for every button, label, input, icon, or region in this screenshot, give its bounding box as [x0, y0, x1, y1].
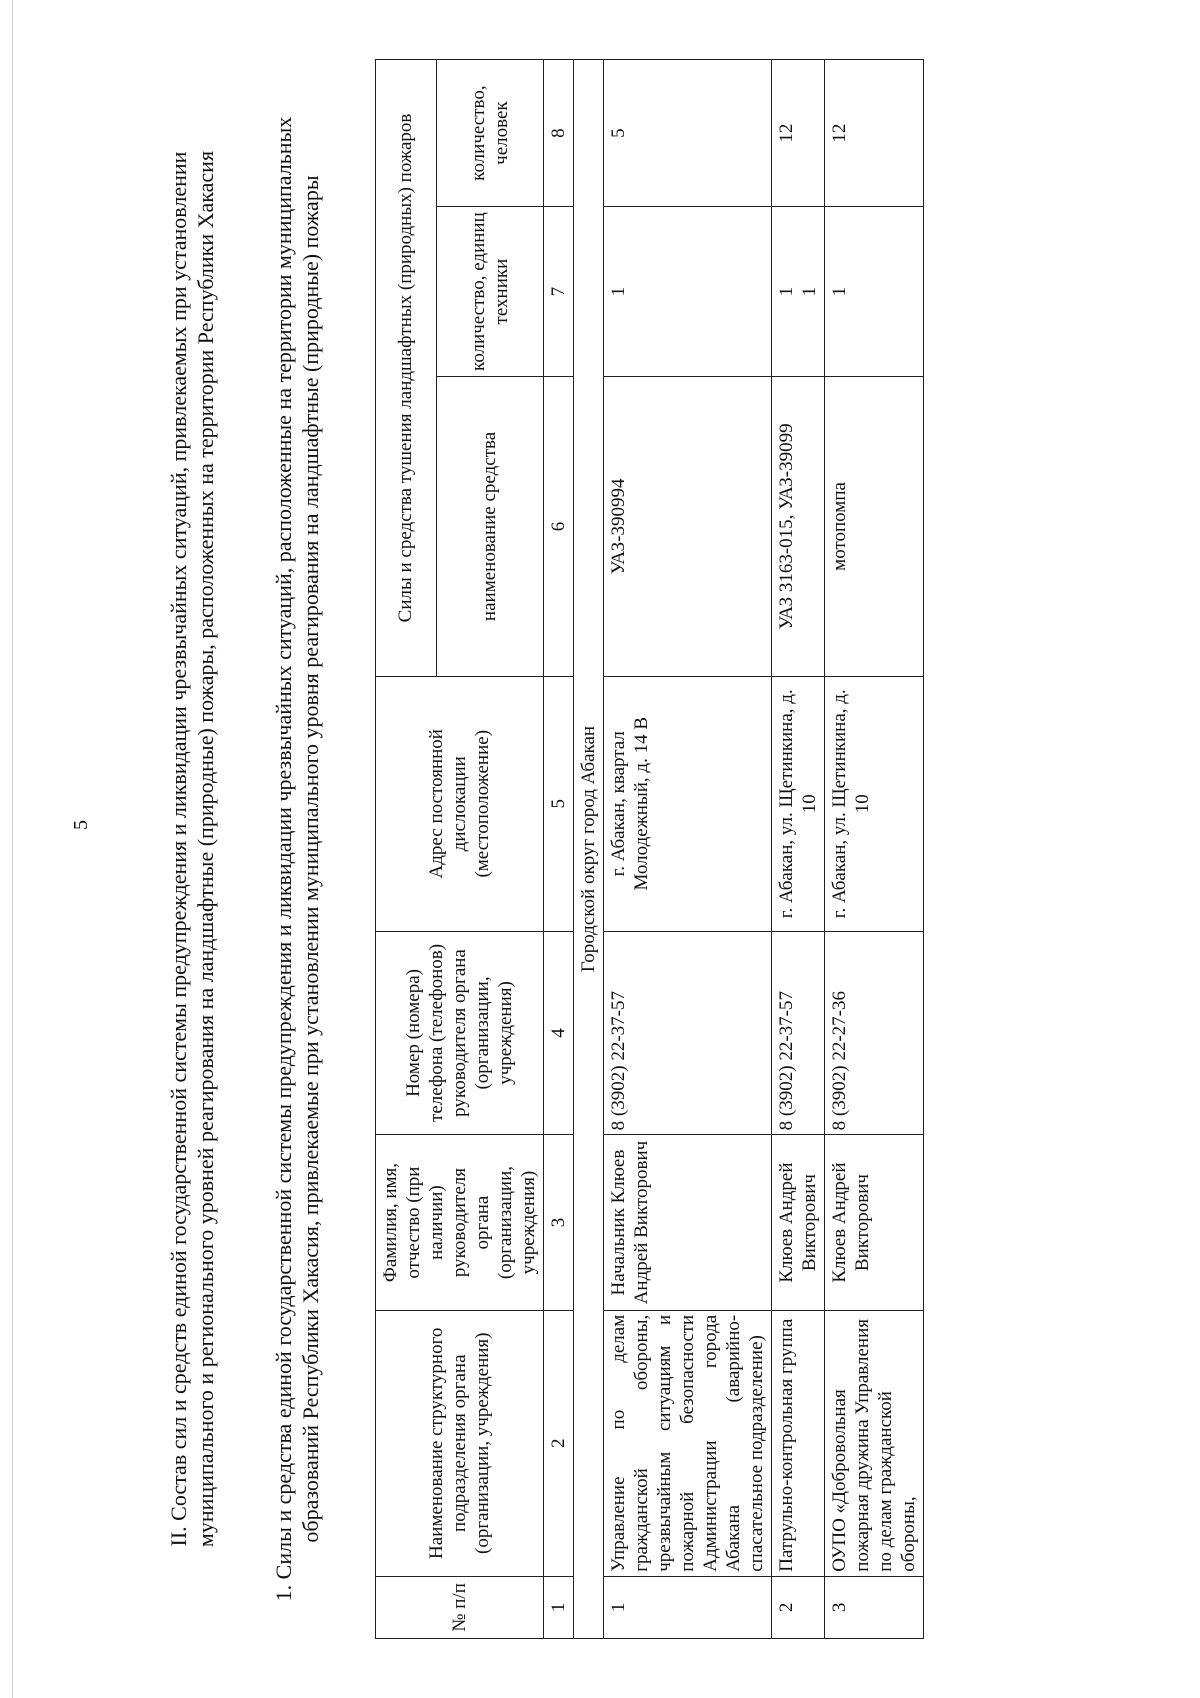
colnum: 8 [544, 60, 574, 207]
header-unit: Наименование структурного подразделения органа (организации, учреждения) [376, 1310, 544, 1576]
header-phone: Номер (номера) телефона (телефонов) руководителя органа (организации, учреждения) [376, 931, 544, 1135]
scan-edge-line [12, 0, 13, 1698]
row-people: 5 [604, 60, 772, 207]
row-unit: ОУПО «Добровольная пожарная дружина Управления по делам гражданской обороны, [825, 1310, 924, 1576]
table-row [772, 60, 825, 1639]
column-number-row [544, 60, 574, 1639]
colnum: 3 [544, 1135, 574, 1310]
row-vehicles: 1 [604, 207, 772, 377]
row-unit: Управление по делам гражданской обороны, чрезвычайным ситуациям и пожарной безопасности Администрации города Абакана (аварийно-спасательное подразделение) [604, 1310, 772, 1576]
row-num: 2 [772, 1576, 825, 1638]
forces-table [375, 59, 924, 1639]
row-address: г. Абакан, ул. Щетинкина, д. 10 [825, 676, 924, 931]
row-vehicles: 1 1 [772, 207, 825, 377]
row-unit: Патрульно-контрольная группа [772, 1310, 825, 1576]
table-header-row [376, 60, 437, 1639]
row-address: г. Абакан, ул. Щетинкина, д. 10 [772, 676, 825, 931]
colnum: 6 [544, 376, 574, 676]
row-people: 12 [825, 60, 924, 207]
row-phone: 8 (3902) 22-27-36 [825, 931, 924, 1135]
header-people: количество, человек [436, 60, 543, 207]
colnum: 5 [544, 676, 574, 931]
table-row [825, 60, 924, 1639]
header-head: Фамилия, имя, отчество (при наличии) руководителя органа (организации, учреждения) [376, 1135, 544, 1310]
header-num: № п/п [376, 1576, 544, 1638]
row-people: 12 [772, 60, 825, 207]
colnum: 4 [544, 931, 574, 1135]
section-title: II. Состав сил и средств единой государственной системы предупреждения и ликвидации чрезвычайных ситуаций, привлекаемых при установлении муниципального и регионального уровней реагирования на ландшафтные (природные) пожары, расположенных на территории Республики Хакасия [166, 150, 218, 1548]
table-row [604, 60, 772, 1639]
section-row-label: Городской округ город Абакан [574, 60, 604, 1639]
row-num: 1 [604, 1576, 772, 1638]
subsection-title: 1. Силы и средства единой государственной системы предупреждения и ликвидации чрезвычайных ситуаций, расположенные на территории муниципальных образований Республики Хакасия, привлекаемые при установлении муниципального уровня реагирования на ландшафтные (природные) пожары [271, 116, 323, 1602]
row-means: УАЗ-390994 [604, 376, 772, 676]
header-address: Адрес постоянной дислокации (местоположение) [376, 676, 544, 931]
page-number: 5 [70, 820, 92, 830]
row-num: 3 [825, 1576, 924, 1638]
row-means: мотопомпа [825, 376, 924, 676]
colnum: 7 [544, 207, 574, 377]
row-means: УАЗ 3163-015, УАЗ-39099 [772, 376, 825, 676]
row-address: г. Абакан, квартал Молодежный, д. 14 В [604, 676, 772, 931]
rotated-page-content [85, 49, 1115, 1649]
row-phone: 8 (3902) 22-37-57 [772, 931, 825, 1135]
row-head: Клюев Андрей Викторович [825, 1135, 924, 1310]
row-phone: 8 (3902) 22-37-57 [604, 931, 772, 1135]
row-vehicles: 1 [825, 207, 924, 377]
colnum: 2 [544, 1310, 574, 1576]
row-head: Клюев Андрей Викторович [772, 1135, 825, 1310]
colnum: 1 [544, 1576, 574, 1638]
header-vehicles: количество, единиц техники [436, 207, 543, 377]
row-head: Начальник Клюев Андрей Викторович [604, 1135, 772, 1310]
section-row [574, 60, 604, 1639]
header-group: Силы и средства тушения ландшафтных (природных) пожаров [376, 60, 437, 677]
header-means: наименование средства [436, 376, 543, 676]
